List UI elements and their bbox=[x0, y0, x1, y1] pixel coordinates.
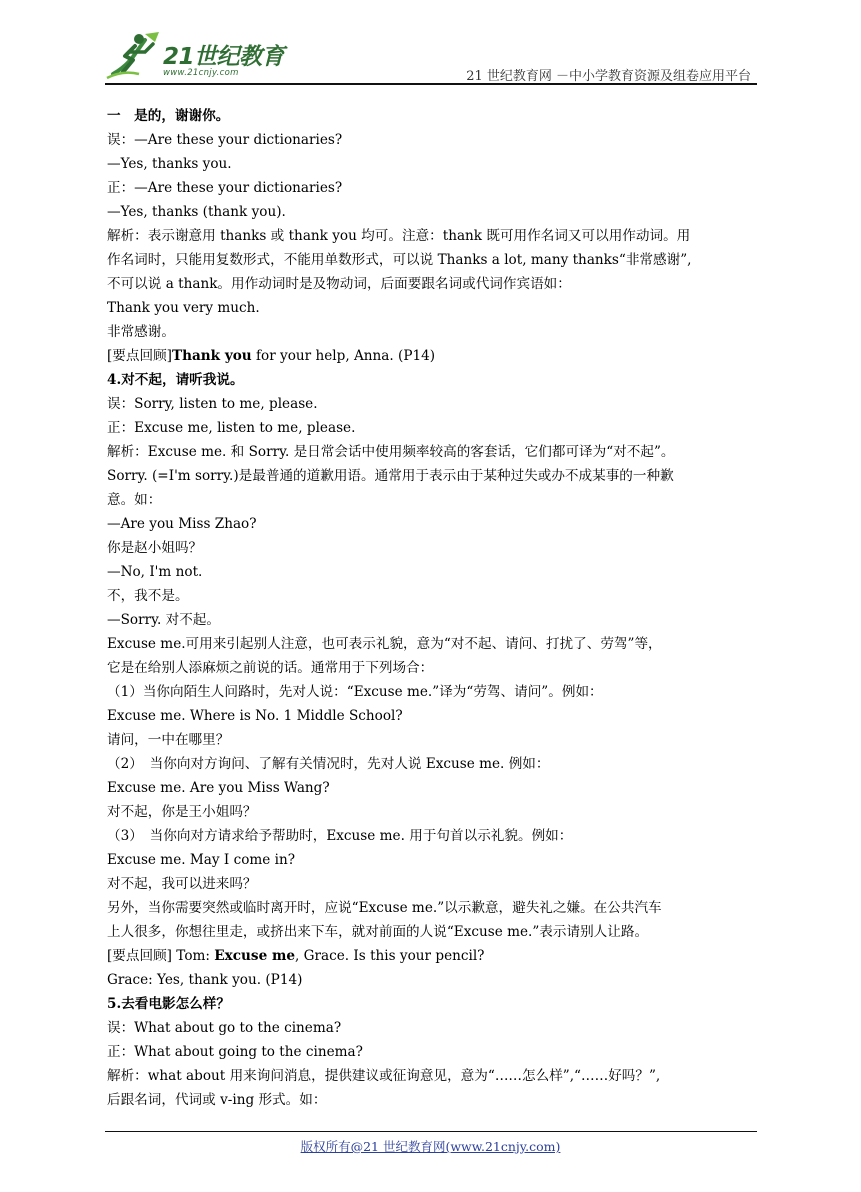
text-line: 它是在给别人添麻烦之前说的话。通常用于下列场合： bbox=[107, 660, 434, 676]
text-line: Excuse me. May I come in? bbox=[107, 852, 296, 868]
text-line: 正：—Are these your dictionaries? bbox=[107, 180, 343, 196]
text-line: Excuse me.可用来引起别人注意，也可表示礼貌，意为“对不起、请问、打扰了、劳驾”等， bbox=[107, 636, 662, 652]
text-line: （1）当你向陌生人问路时，先对人说：“Excuse me.”译为“劳驾、请问”。例如： bbox=[107, 684, 603, 700]
text-line: 意。如： bbox=[107, 492, 162, 508]
text-line: 对不起，你是王小姐吗？ bbox=[107, 804, 257, 820]
text-line: 解析：Excuse me. 和 Sorry. 是日常会话中使用频率较高的客套话，它们都可译为“对不起”。 bbox=[107, 444, 675, 460]
site-logo[interactable] bbox=[105, 30, 285, 82]
text-line: 另外，当你需要突然或临时离开时，应说“Excuse me.”以示歉意，避失礼之嫌。在公共汽车 bbox=[107, 900, 662, 916]
text-segment: [要点回顾] bbox=[107, 348, 172, 364]
text-segment: for your help, Anna. (P14) bbox=[251, 348, 436, 364]
text-line: （3） 当你向对方请求给予帮助时，Excuse me. 用于句首以示礼貌。例如： bbox=[107, 828, 573, 844]
text-line: Excuse me. Where is No. 1 Middle School? bbox=[107, 708, 403, 724]
page-header bbox=[105, 30, 757, 86]
text-line: 5.去看电影怎么样？ bbox=[107, 996, 230, 1012]
text-line: 误：—Are these your dictionaries? bbox=[107, 132, 343, 148]
text-line bbox=[107, 944, 757, 968]
text-line: —Yes, thanks (thank you). bbox=[107, 204, 286, 220]
header-site-title: 21 世纪教育网 －中小学教育资源及组卷应用平台 bbox=[466, 69, 751, 84]
text-segment: Excuse me bbox=[214, 948, 295, 964]
text-line: —No, I'm not. bbox=[107, 564, 203, 580]
text-line: —Are you Miss Zhao? bbox=[107, 516, 257, 532]
text-line: 你是赵小姐吗？ bbox=[107, 540, 203, 556]
text-line: Sorry. (=I'm sorry.)是最普通的道歉用语。通常用于表示由于某种过失或办不成某事的一种歉 bbox=[107, 468, 674, 484]
footer-divider bbox=[105, 1131, 757, 1132]
text-line: 后跟名词，代词或 v-ing 形式。如： bbox=[107, 1092, 327, 1108]
text-line: 请问，一中在哪里？ bbox=[107, 732, 230, 748]
logo-url: www.21cnjy.com bbox=[163, 68, 239, 78]
copyright-link[interactable]: 版权所有@21 世纪教育网(www.21cnjy.com) bbox=[300, 1139, 561, 1154]
runner-logo-icon bbox=[105, 30, 161, 82]
text-line: 一 是的，谢谢你。 bbox=[107, 108, 230, 124]
text-line: Thank you very much. bbox=[107, 300, 260, 316]
text-line: 误：Sorry, listen to me, please. bbox=[107, 396, 318, 412]
text-line: Excuse me. Are you Miss Wang? bbox=[107, 780, 330, 796]
text-line: （2） 当你向对方询问、了解有关情况时，先对人说 Excuse me. 例如： bbox=[107, 756, 550, 772]
text-segment: Thank you bbox=[171, 348, 252, 364]
text-line: 不，我不是。 bbox=[107, 588, 189, 604]
logo-text: 21世纪教育 bbox=[163, 44, 285, 70]
header-divider bbox=[105, 83, 757, 85]
text-line: 上人很多，你想往里走，或挤出来下车，就对前面的人说“Excuse me.”表示请别人让路。 bbox=[107, 924, 649, 940]
text-line bbox=[107, 344, 757, 368]
text-line: 对不起，我可以进来吗？ bbox=[107, 876, 257, 892]
text-line: 正：What about going to the cinema? bbox=[107, 1044, 363, 1060]
text-line: 误：What about go to the cinema? bbox=[107, 1020, 342, 1036]
text-line: 解析：what about 用来询问消息，提供建议或征询意见，意为“……怎么样”,“……好吗？”, bbox=[107, 1068, 661, 1084]
document-body bbox=[107, 104, 757, 1112]
text-line: 不可以说 a thank。用作动词时是及物动词，后面要跟名词或代词作宾语如： bbox=[107, 276, 571, 292]
text-segment: , Grace. Is this your pencil? bbox=[295, 948, 485, 964]
text-segment: [要点回顾] Tom: bbox=[107, 948, 215, 964]
text-line: 解析：表示谢意用 thanks 或 thank you 均可。注意：thank 既可用作名词又可以用作动词。用 bbox=[107, 228, 691, 244]
text-line: 正：Excuse me, listen to me, please. bbox=[107, 420, 356, 436]
text-line: Grace: Yes, thank you. (P14) bbox=[107, 972, 303, 988]
text-line: —Yes, thanks you. bbox=[107, 156, 232, 172]
text-line: 作名词时，只能用复数形式，不能用单数形式，可以说 Thanks a lot, many thanks“非常感谢”, bbox=[107, 252, 692, 268]
text-line: 非常感谢。 bbox=[107, 324, 175, 340]
text-line: 4.对不起，请听我说。 bbox=[107, 372, 244, 388]
text-line: —Sorry. 对不起。 bbox=[107, 612, 220, 628]
